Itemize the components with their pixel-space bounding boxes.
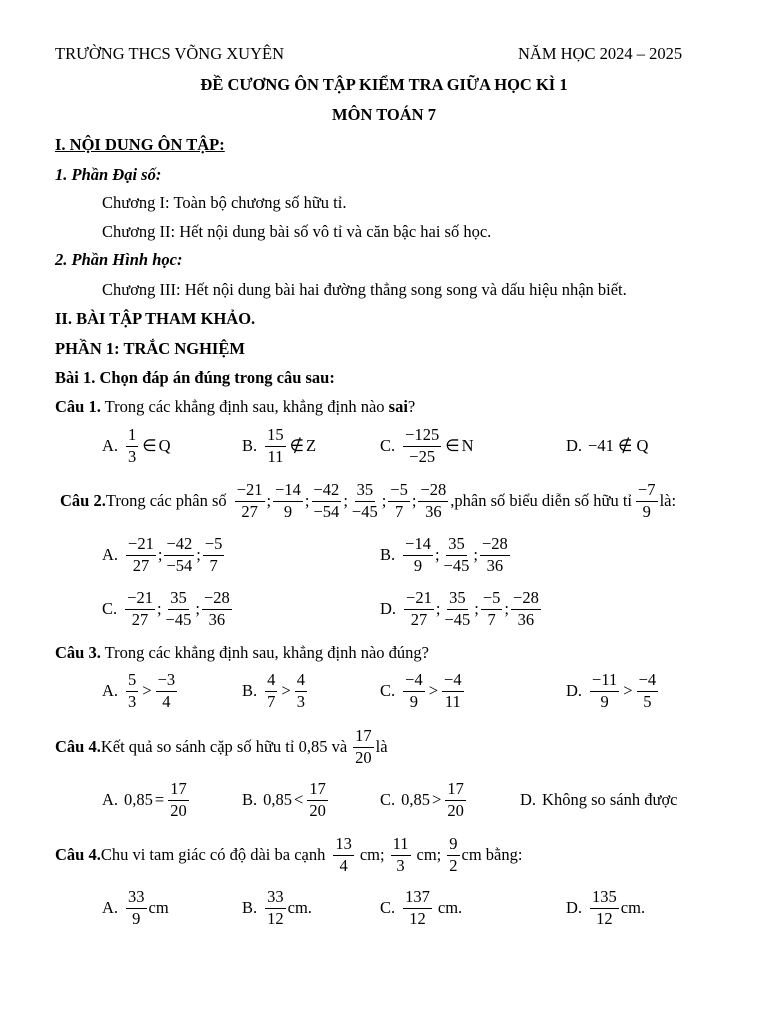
q5-option-c[interactable] [380, 885, 462, 931]
fraction [445, 781, 466, 819]
section2-heading: II. BÀI TẬP THAM KHẢO. [55, 309, 256, 328]
numerator: 1 [126, 427, 138, 447]
relation-symbol: > [281, 681, 291, 700]
denominator: 11 [267, 446, 284, 466]
fraction [481, 590, 503, 628]
denominator: 12 [267, 908, 284, 928]
option-label: A. [102, 898, 119, 917]
q4-option-a[interactable] [102, 777, 191, 823]
fraction [590, 889, 619, 927]
q2-options-row-2 [0, 586, 768, 632]
q3-option-b[interactable] [242, 668, 309, 714]
numerator: −21 [125, 590, 155, 610]
fraction [333, 836, 354, 874]
option-unit: cm [148, 898, 169, 917]
option-label: C. [380, 898, 396, 917]
numerator: −4 [403, 672, 425, 692]
option-label: B. [380, 545, 396, 564]
fraction [388, 482, 410, 520]
numerator: −4 [637, 672, 659, 692]
numerator: 137 [403, 889, 432, 909]
numerator: 15 [265, 427, 286, 447]
algebra-heading: 1. Phần Đại số: [55, 165, 162, 184]
fraction [312, 482, 342, 520]
fraction [590, 672, 619, 710]
set-symbol: N [461, 436, 474, 455]
fraction [168, 781, 189, 819]
fraction [295, 672, 307, 710]
numerator: −28 [511, 590, 541, 610]
option-label: D. [520, 790, 537, 809]
denominator: −45 [351, 501, 378, 521]
question-1-text [55, 397, 415, 417]
denominator: 9 [642, 501, 651, 521]
denominator: 12 [596, 908, 613, 928]
numerator: 35 [355, 482, 376, 502]
fraction [156, 672, 178, 710]
q2-options-row-1 [0, 532, 768, 578]
numerator: −4 [442, 672, 464, 692]
q4-option-d[interactable] [520, 777, 678, 823]
algebra-line: Chương II: Hết nội dung bài số vô tỉ và căn bậc hai số học. [102, 222, 492, 241]
denominator: −45 [444, 609, 471, 629]
question-text: Kết quả so sánh cặp số hữu tỉ 0,85 và [100, 737, 348, 756]
question-text: Trong các khẳng định sau, khẳng định nào [100, 397, 389, 416]
option-label: A. [102, 545, 119, 564]
numerator: 9 [447, 836, 459, 856]
q5-option-d[interactable] [566, 885, 645, 931]
numerator: −14 [273, 482, 303, 502]
denominator: 27 [131, 609, 149, 629]
question-emphasis: sai [388, 397, 408, 416]
option-unit: cm. [437, 898, 463, 917]
fraction [511, 590, 541, 628]
fraction [391, 836, 411, 874]
q2-option-a[interactable]: A. $\frac{-21}{27}$ ; $\frac{-42}{-54}$ ; $\frac{-5}{7}$ [102, 534, 223, 575]
denominator: 7 [487, 609, 496, 629]
part1-heading: PHẦN 1: TRẮC NGHIỆM [55, 339, 245, 358]
option-expression: −41 ∉ Q [588, 436, 649, 455]
option-label: D. [566, 681, 583, 700]
denominator: 9 [600, 691, 609, 711]
option-text: Không so sánh được [542, 790, 678, 809]
denominator: 7 [394, 501, 404, 521]
denominator: 36 [425, 501, 442, 521]
side-unit: cm; [416, 845, 442, 864]
numerator: 35 [168, 590, 189, 610]
section1-heading: I. NỘI DUNG ÔN TẬP: [55, 135, 225, 154]
numerator: −7 [636, 482, 658, 502]
option-label: B. [242, 898, 258, 917]
fraction [350, 482, 380, 520]
numerator: 17 [353, 728, 374, 748]
fraction [265, 427, 286, 465]
option-unit: cm. [287, 898, 312, 917]
fraction [418, 482, 448, 520]
q4-options [0, 777, 768, 823]
school-name: TRƯỜNG THCS VÕNG XUYÊN [55, 44, 284, 63]
target-fraction [636, 482, 658, 520]
fraction [126, 672, 138, 710]
numerator: −21 [126, 536, 156, 556]
fraction [126, 536, 156, 574]
numerator: −28 [480, 536, 510, 556]
denominator: 20 [447, 800, 464, 820]
numerator: −21 [235, 482, 265, 502]
option-label: D. [380, 599, 397, 618]
numerator: 135 [590, 889, 619, 909]
set-symbol: Q [158, 436, 171, 455]
option-label: D. [566, 436, 583, 455]
option-label: A. [102, 790, 119, 809]
option-unit: cm. [620, 898, 646, 917]
numerator: 17 [307, 781, 328, 801]
fraction [307, 781, 328, 819]
question-text: Chu vi tam giác có độ dài ba cạnh [100, 845, 326, 864]
q2-option-c[interactable]: C. $\frac{-21}{27}$ ; $\frac{35}{-45}$ ; $\frac{-28}{36}$ [102, 588, 230, 629]
q1-option-b[interactable] [242, 424, 316, 468]
numerator: −5 [481, 590, 503, 610]
question-label: Câu 4. [55, 737, 101, 756]
denominator: 27 [241, 501, 258, 521]
option-label: C. [380, 790, 396, 809]
relation-symbol: < [294, 790, 304, 809]
relation-symbol: > [623, 681, 633, 700]
denominator: 9 [132, 908, 141, 928]
denominator: 4 [162, 691, 171, 711]
question-text: Trong các phân số [105, 491, 227, 510]
fraction [447, 836, 459, 874]
denominator: 36 [517, 609, 535, 629]
denominator: 5 [643, 691, 652, 711]
numerator: −5 [203, 536, 225, 556]
fraction [404, 590, 434, 628]
option-label: C. [102, 599, 118, 618]
option-left-value: 0,85 [124, 790, 153, 809]
relation-symbol: > [428, 681, 439, 700]
numerator: 17 [445, 781, 466, 801]
fraction [442, 590, 472, 628]
denominator: 3 [396, 855, 405, 875]
q1-options [0, 424, 768, 468]
question-label: Câu 3. [55, 643, 101, 662]
relation-symbol: ∈ [445, 436, 460, 455]
fraction [235, 482, 265, 520]
numerator: 13 [333, 836, 354, 856]
numerator: 33 [126, 889, 147, 909]
document-title: ĐỀ CƯƠNG ÔN TẬP KIỂM TRA GIỮA HỌC KÌ 1 [200, 75, 568, 94]
numerator: −3 [156, 672, 178, 692]
question-label: Câu 2. [60, 491, 106, 510]
numerator: −11 [590, 672, 619, 692]
numerator: −42 [164, 536, 194, 556]
fraction [164, 590, 194, 628]
denominator: −54 [313, 501, 340, 521]
question-text-mid: ,phân số biểu diễn số hữu tỉ [450, 491, 632, 510]
option-label: B. [242, 681, 258, 700]
fraction-list: $\frac{-21}{27}$ ; $\frac{-14}{9}$ ; $\frac{-42}{-54}$ ; $\frac{35}{-45}$ ; $\frac{-5}{7}$ ; $\frac{-28}{36}$ [236, 480, 447, 521]
denominator: 27 [132, 555, 150, 575]
set-symbol: Z [306, 436, 317, 455]
fraction [353, 728, 374, 766]
option-label: B. [242, 790, 258, 809]
denominator: 20 [170, 800, 187, 820]
denominator: 27 [410, 609, 428, 629]
q5-option-a[interactable] [102, 885, 169, 931]
fraction [126, 427, 138, 465]
option-label: B. [242, 436, 258, 455]
denominator: 36 [208, 609, 226, 629]
q3-option-a[interactable] [102, 668, 179, 714]
fraction [125, 590, 155, 628]
numerator: 33 [265, 889, 286, 909]
denominator: 3 [296, 691, 305, 711]
numerator: −14 [403, 536, 433, 556]
question-5 [0, 832, 768, 878]
exercise1-heading: Bài 1. Chọn đáp án đúng trong câu sau: [55, 368, 335, 387]
numerator: 4 [265, 672, 277, 692]
denominator: 11 [444, 691, 461, 711]
relation-symbol: > [142, 681, 152, 700]
fraction [403, 427, 441, 465]
fraction [164, 536, 194, 574]
denominator: 3 [128, 691, 137, 711]
denominator: 7 [209, 555, 218, 575]
geometry-heading: 2. Phần Hình học: [55, 250, 183, 269]
q3-option-d[interactable] [566, 668, 660, 714]
numerator: 35 [446, 536, 467, 556]
numerator: 5 [126, 672, 138, 692]
side-unit: cm bằng: [461, 845, 523, 864]
option-left-value: 0,85 [401, 790, 431, 809]
fraction [265, 889, 286, 927]
fraction [202, 590, 232, 628]
question-text-end: là [375, 737, 388, 756]
numerator: 35 [447, 590, 468, 610]
q5-options [0, 885, 768, 931]
option-label: A. [102, 681, 119, 700]
fraction [403, 672, 425, 710]
denominator: 9 [409, 691, 419, 711]
q1-option-a[interactable] [102, 424, 171, 468]
relation-symbol: ∉ [289, 436, 305, 455]
question-4 [0, 724, 768, 770]
denominator: 3 [128, 446, 137, 466]
fraction [403, 536, 433, 574]
denominator: 20 [309, 800, 326, 820]
fraction [265, 672, 277, 710]
algebra-line: Chương I: Toàn bộ chương số hữu tỉ. [102, 193, 347, 212]
side-unit: cm; [359, 845, 385, 864]
option-label: D. [566, 898, 583, 917]
fraction [637, 672, 659, 710]
geometry-line: Chương III: Hết nội dung bài hai đường thẳng song song và dấu hiệu nhận biết. [102, 280, 627, 299]
numerator: −5 [388, 482, 410, 502]
denominator: 9 [283, 501, 293, 521]
option-left-value: 0,85 [263, 790, 293, 809]
option-label: C. [380, 436, 396, 455]
option-label: A. [102, 436, 119, 455]
question-2 [0, 478, 768, 524]
question-text-end: ? [407, 397, 416, 416]
fraction [442, 672, 464, 710]
denominator: −54 [166, 555, 193, 575]
numerator: −28 [202, 590, 232, 610]
numerator: 17 [168, 781, 189, 801]
denominator: 12 [409, 908, 426, 928]
question-text-end: là: [659, 491, 677, 510]
numerator: −28 [418, 482, 448, 502]
fraction [442, 536, 472, 574]
q1-option-c[interactable] [380, 424, 474, 468]
fraction [126, 889, 147, 927]
numerator: −42 [312, 482, 342, 502]
option-label: C. [380, 681, 396, 700]
q4-option-c[interactable] [380, 777, 468, 823]
numerator: −21 [404, 590, 434, 610]
q4-option-b[interactable] [242, 777, 330, 823]
numerator: 4 [295, 672, 307, 692]
q1-option-d[interactable] [566, 424, 648, 468]
question-label: Câu 1. [55, 397, 101, 416]
q2-option-b[interactable]: B. $\frac{-14}{9}$ ; $\frac{35}{-45}$ ; $\frac{-28}{36}$ [380, 534, 508, 575]
denominator: 20 [355, 747, 372, 767]
numerator: 11 [391, 836, 411, 856]
q5-option-b[interactable] [242, 885, 312, 931]
relation-symbol: > [432, 790, 442, 809]
numerator: −125 [403, 427, 441, 447]
question-label: Câu 4. [55, 845, 101, 864]
denominator: −45 [165, 609, 192, 629]
denominator: −45 [443, 555, 470, 575]
denominator: 9 [413, 555, 423, 575]
relation-symbol: ∈ [142, 436, 157, 455]
denominator: 2 [449, 855, 458, 875]
q2-option-d[interactable]: D. $\frac{-21}{27}$ ; $\frac{35}{-45}$ ; $\frac{-5}{7}$ ; $\frac{-28}{36}$ [380, 588, 539, 629]
denominator: 36 [486, 555, 504, 575]
question-3-text [55, 643, 429, 663]
fraction [273, 482, 303, 520]
denominator: −25 [409, 446, 436, 466]
q3-options [0, 668, 768, 714]
q3-option-c[interactable] [380, 668, 466, 714]
subject-title: MÔN TOÁN 7 [332, 105, 436, 124]
fraction [403, 889, 432, 927]
fraction [480, 536, 510, 574]
relation-symbol: = [154, 790, 165, 809]
denominator: 4 [339, 855, 348, 875]
fraction [203, 536, 225, 574]
denominator: 7 [267, 691, 276, 711]
school-year: NĂM HỌC 2024 – 2025 [518, 44, 683, 63]
question-text: Trong các khẳng định sau, khẳng định nào đúng? [100, 643, 429, 662]
